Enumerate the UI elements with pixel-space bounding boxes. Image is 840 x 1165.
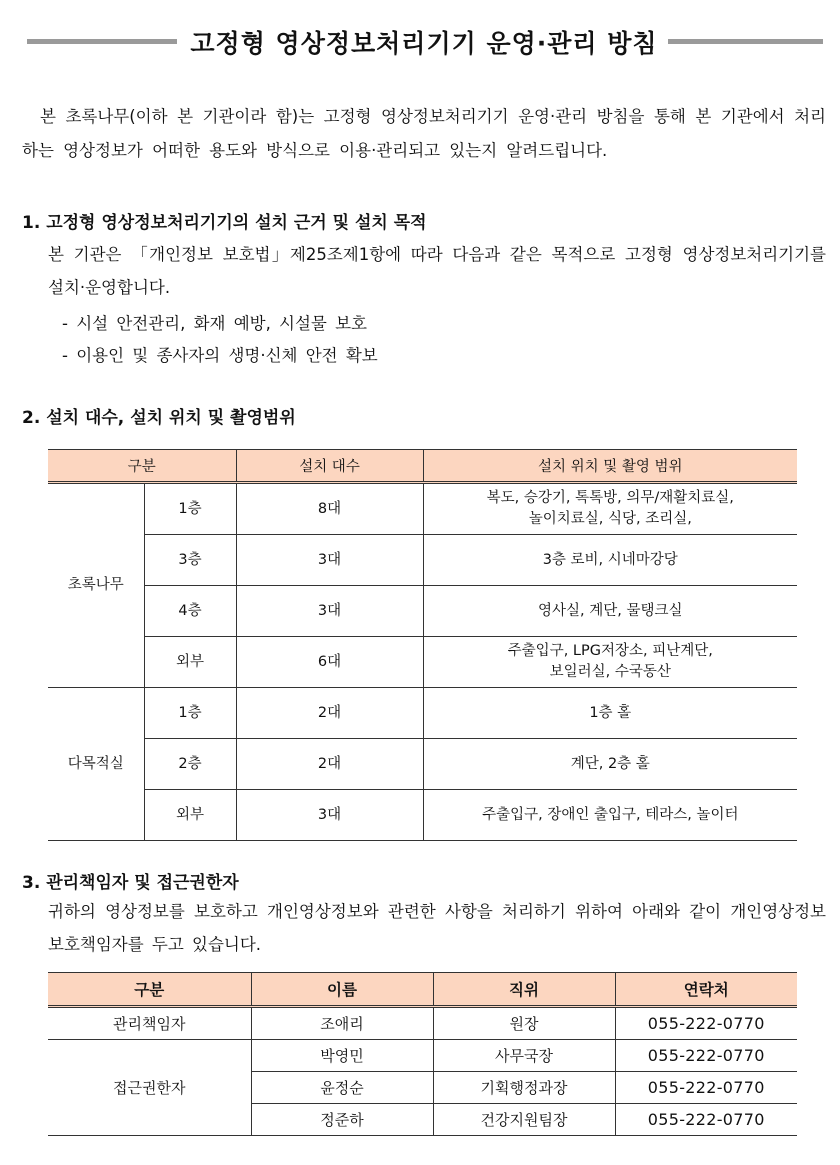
- phone-cell: 055-222-0770: [615, 1040, 797, 1072]
- floor-cell: 1층: [144, 688, 236, 739]
- title-rule-right: [668, 39, 823, 44]
- table-row: [48, 739, 797, 790]
- range-cell: [423, 483, 797, 535]
- table-header-row: [48, 973, 797, 1007]
- floor-cell: 4층: [144, 586, 236, 637]
- table-row: [48, 790, 797, 841]
- group-name: 다목적실: [48, 688, 144, 841]
- section1-body: 본 기관은 「개인정보 보호법」제25조제1항에 따라 다음과 같은 목적으로 고정형 영상정보처리기기를 설치·운영합니다.: [48, 245, 826, 297]
- table-row: [48, 688, 797, 739]
- range-cell: 주출입구, 장애인 출입구, 테라스, 놀이터: [423, 790, 797, 841]
- range-line: 주출입구, LPG저장소, 피난계단,: [507, 643, 713, 659]
- page-title: 고정형 영상정보처리기기 운영·관리 방침: [190, 29, 658, 58]
- col-header-contact: 연락처: [615, 973, 797, 1007]
- range-line: 놀이치료실, 식당, 조리실,: [528, 511, 692, 527]
- col-header-position: 직위: [433, 973, 615, 1007]
- floor-cell: 2층: [144, 739, 236, 790]
- section3-heading: 3. 관리책임자 및 접근권한자: [22, 873, 239, 893]
- intro-paragraph: 본 초록나무(이하 본 기관이라 함)는 고정형 영상정보처리기기 운영·관리 방침을 통해 본 기관에서 처리하는 영상정보가 어떠한 용도와 방식으로 이용·관리되고 있는지 알려드립니다.: [22, 107, 826, 160]
- range-cell: [423, 637, 797, 688]
- count-cell: 3대: [236, 790, 423, 841]
- position-cell: 기획행정과장: [433, 1072, 615, 1104]
- phone-cell: 055-222-0770: [615, 1072, 797, 1104]
- table-row: [48, 637, 797, 688]
- contact-table: [48, 972, 797, 1136]
- table-row: [48, 586, 797, 637]
- section2-heading: 2. 설치 대수, 설치 위치 및 촬영범위: [22, 408, 296, 428]
- count-cell: 6대: [236, 637, 423, 688]
- position-cell: 사무국장: [433, 1040, 615, 1072]
- col-header-name: 이름: [251, 973, 433, 1007]
- count-cell: 2대: [236, 739, 423, 790]
- installation-table: [48, 449, 797, 841]
- role-cell: 접근권한자: [48, 1040, 251, 1136]
- phone-cell: 055-222-0770: [615, 1104, 797, 1136]
- count-cell: 2대: [236, 688, 423, 739]
- name-cell: 윤정순: [251, 1072, 433, 1104]
- title-rule-left: [27, 39, 177, 44]
- count-cell: 8대: [236, 483, 423, 535]
- name-cell: 조애리: [251, 1007, 433, 1040]
- floor-cell: 1층: [144, 483, 236, 535]
- section1-bullet: - 이용인 및 종사자의 생명·신체 안전 확보: [62, 346, 378, 365]
- group-name: 초록나무: [48, 483, 144, 688]
- range-line: 보일러실, 수국동산: [549, 664, 671, 680]
- name-cell: 박영민: [251, 1040, 433, 1072]
- col-header-category: 구분: [48, 973, 251, 1007]
- phone-cell: 055-222-0770: [615, 1007, 797, 1040]
- count-cell: 3대: [236, 535, 423, 586]
- name-cell: 정준하: [251, 1104, 433, 1136]
- table-header-row: [48, 450, 797, 483]
- floor-cell: 외부: [144, 790, 236, 841]
- range-cell: 영사실, 계단, 물탱크실: [423, 586, 797, 637]
- table-row: [48, 483, 797, 535]
- col-header-count: 설치 대수: [236, 450, 423, 483]
- position-cell: 건강지원팀장: [433, 1104, 615, 1136]
- role-cell: 관리책임자: [48, 1007, 251, 1040]
- section1-heading: 1. 고정형 영상정보처리기기의 설치 근거 및 설치 목적: [22, 213, 427, 233]
- position-cell: 원장: [433, 1007, 615, 1040]
- section1-bullet: - 시설 안전관리, 화재 예방, 시설물 보호: [62, 314, 367, 333]
- col-header-category: 구분: [48, 450, 236, 483]
- title-row: [0, 20, 840, 64]
- section3-body: 귀하의 영상정보를 보호하고 개인영상정보와 관련한 사항을 처리하기 위하여 아래와 같이 개인영상정보 보호책임자를 두고 있습니다.: [48, 902, 826, 954]
- table-row: [48, 1040, 797, 1072]
- range-line: 복도, 승강기, 톡톡방, 의무/재활치료실,: [486, 490, 734, 506]
- range-cell: 계단, 2층 홀: [423, 739, 797, 790]
- table-row: [48, 1007, 797, 1040]
- floor-cell: 외부: [144, 637, 236, 688]
- range-cell: 1층 홀: [423, 688, 797, 739]
- col-header-range: 설치 위치 및 촬영 범위: [423, 450, 797, 483]
- count-cell: 3대: [236, 586, 423, 637]
- range-cell: 3층 로비, 시네마강당: [423, 535, 797, 586]
- table-row: [48, 535, 797, 586]
- floor-cell: 3층: [144, 535, 236, 586]
